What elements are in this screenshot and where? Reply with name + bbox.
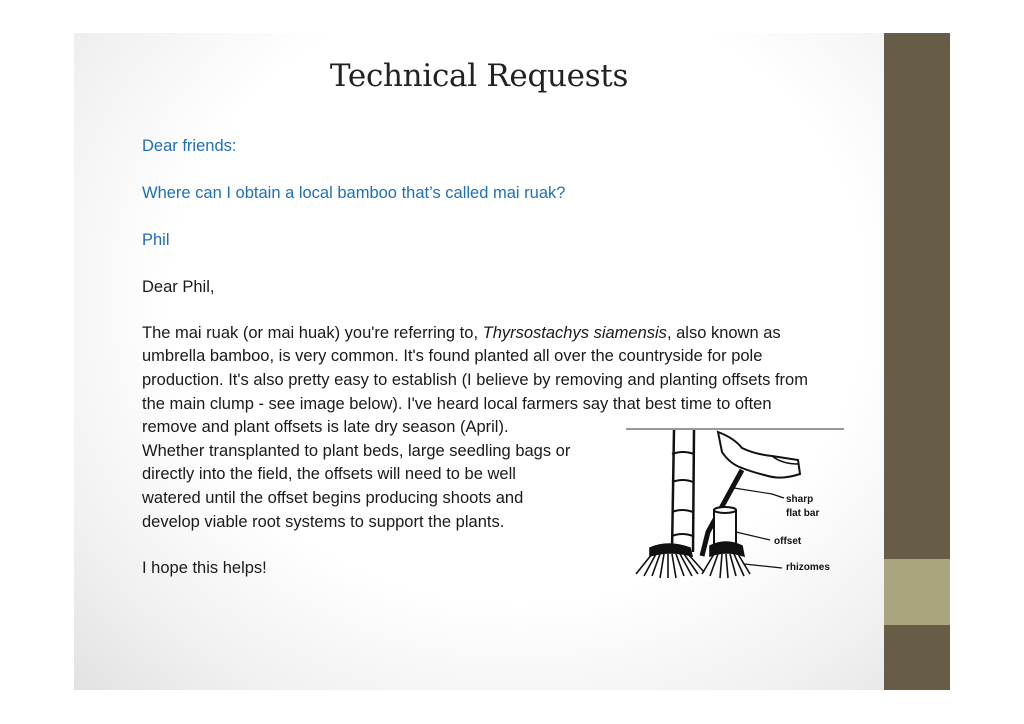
- label-flat-bar: flat bar: [786, 508, 820, 519]
- reply-paragraph-line: directly into the field, the offsets will need to be well: [142, 465, 516, 483]
- reply-paragraph-line: umbrella bamboo, is very common. It's found planted all over the countryside for pole: [142, 347, 763, 365]
- label-rhizomes: rhizomes: [786, 562, 830, 573]
- reply-paragraph-line: Whether transplanted to plant beds, large seedling bags or: [142, 442, 571, 460]
- reply-paragraph-line: [142, 324, 781, 343]
- letter-greeting: Dear friends:: [142, 137, 237, 155]
- bamboo-offset-illustration: [622, 424, 848, 580]
- reply-paragraph-line: production. It's also pretty easy to establish (I believe by removing and planting offsets from: [142, 371, 808, 389]
- reply-paragraph-line: watered until the offset begins producing shoots and: [142, 489, 524, 507]
- reply-closing: I hope this helps!: [142, 559, 267, 577]
- reply-paragraph-line: the main clump - see image below). I've heard local farmers say that best time to often: [142, 395, 772, 413]
- reply-text: The mai ruak (or mai huak) you're referring to,: [142, 324, 483, 342]
- reply-paragraph-line: remove and plant offsets is late dry season (April).: [142, 418, 509, 436]
- page-title: Technical Requests: [329, 58, 629, 94]
- species-name: Thyrsostachys siamensis: [482, 324, 667, 342]
- reply-paragraph-line: develop viable root systems to support the plants.: [142, 513, 505, 531]
- letter-signature: Phil: [142, 231, 170, 249]
- label-offset: offset: [774, 536, 802, 547]
- reply-text: , also known as: [666, 324, 781, 342]
- label-sharp: sharp: [786, 494, 814, 505]
- reply-salutation: Dear Phil,: [142, 278, 215, 296]
- letter-question: Where can I obtain a local bamboo that’s called mai ruak?: [142, 184, 566, 202]
- sidebar-accent-block: [884, 559, 950, 625]
